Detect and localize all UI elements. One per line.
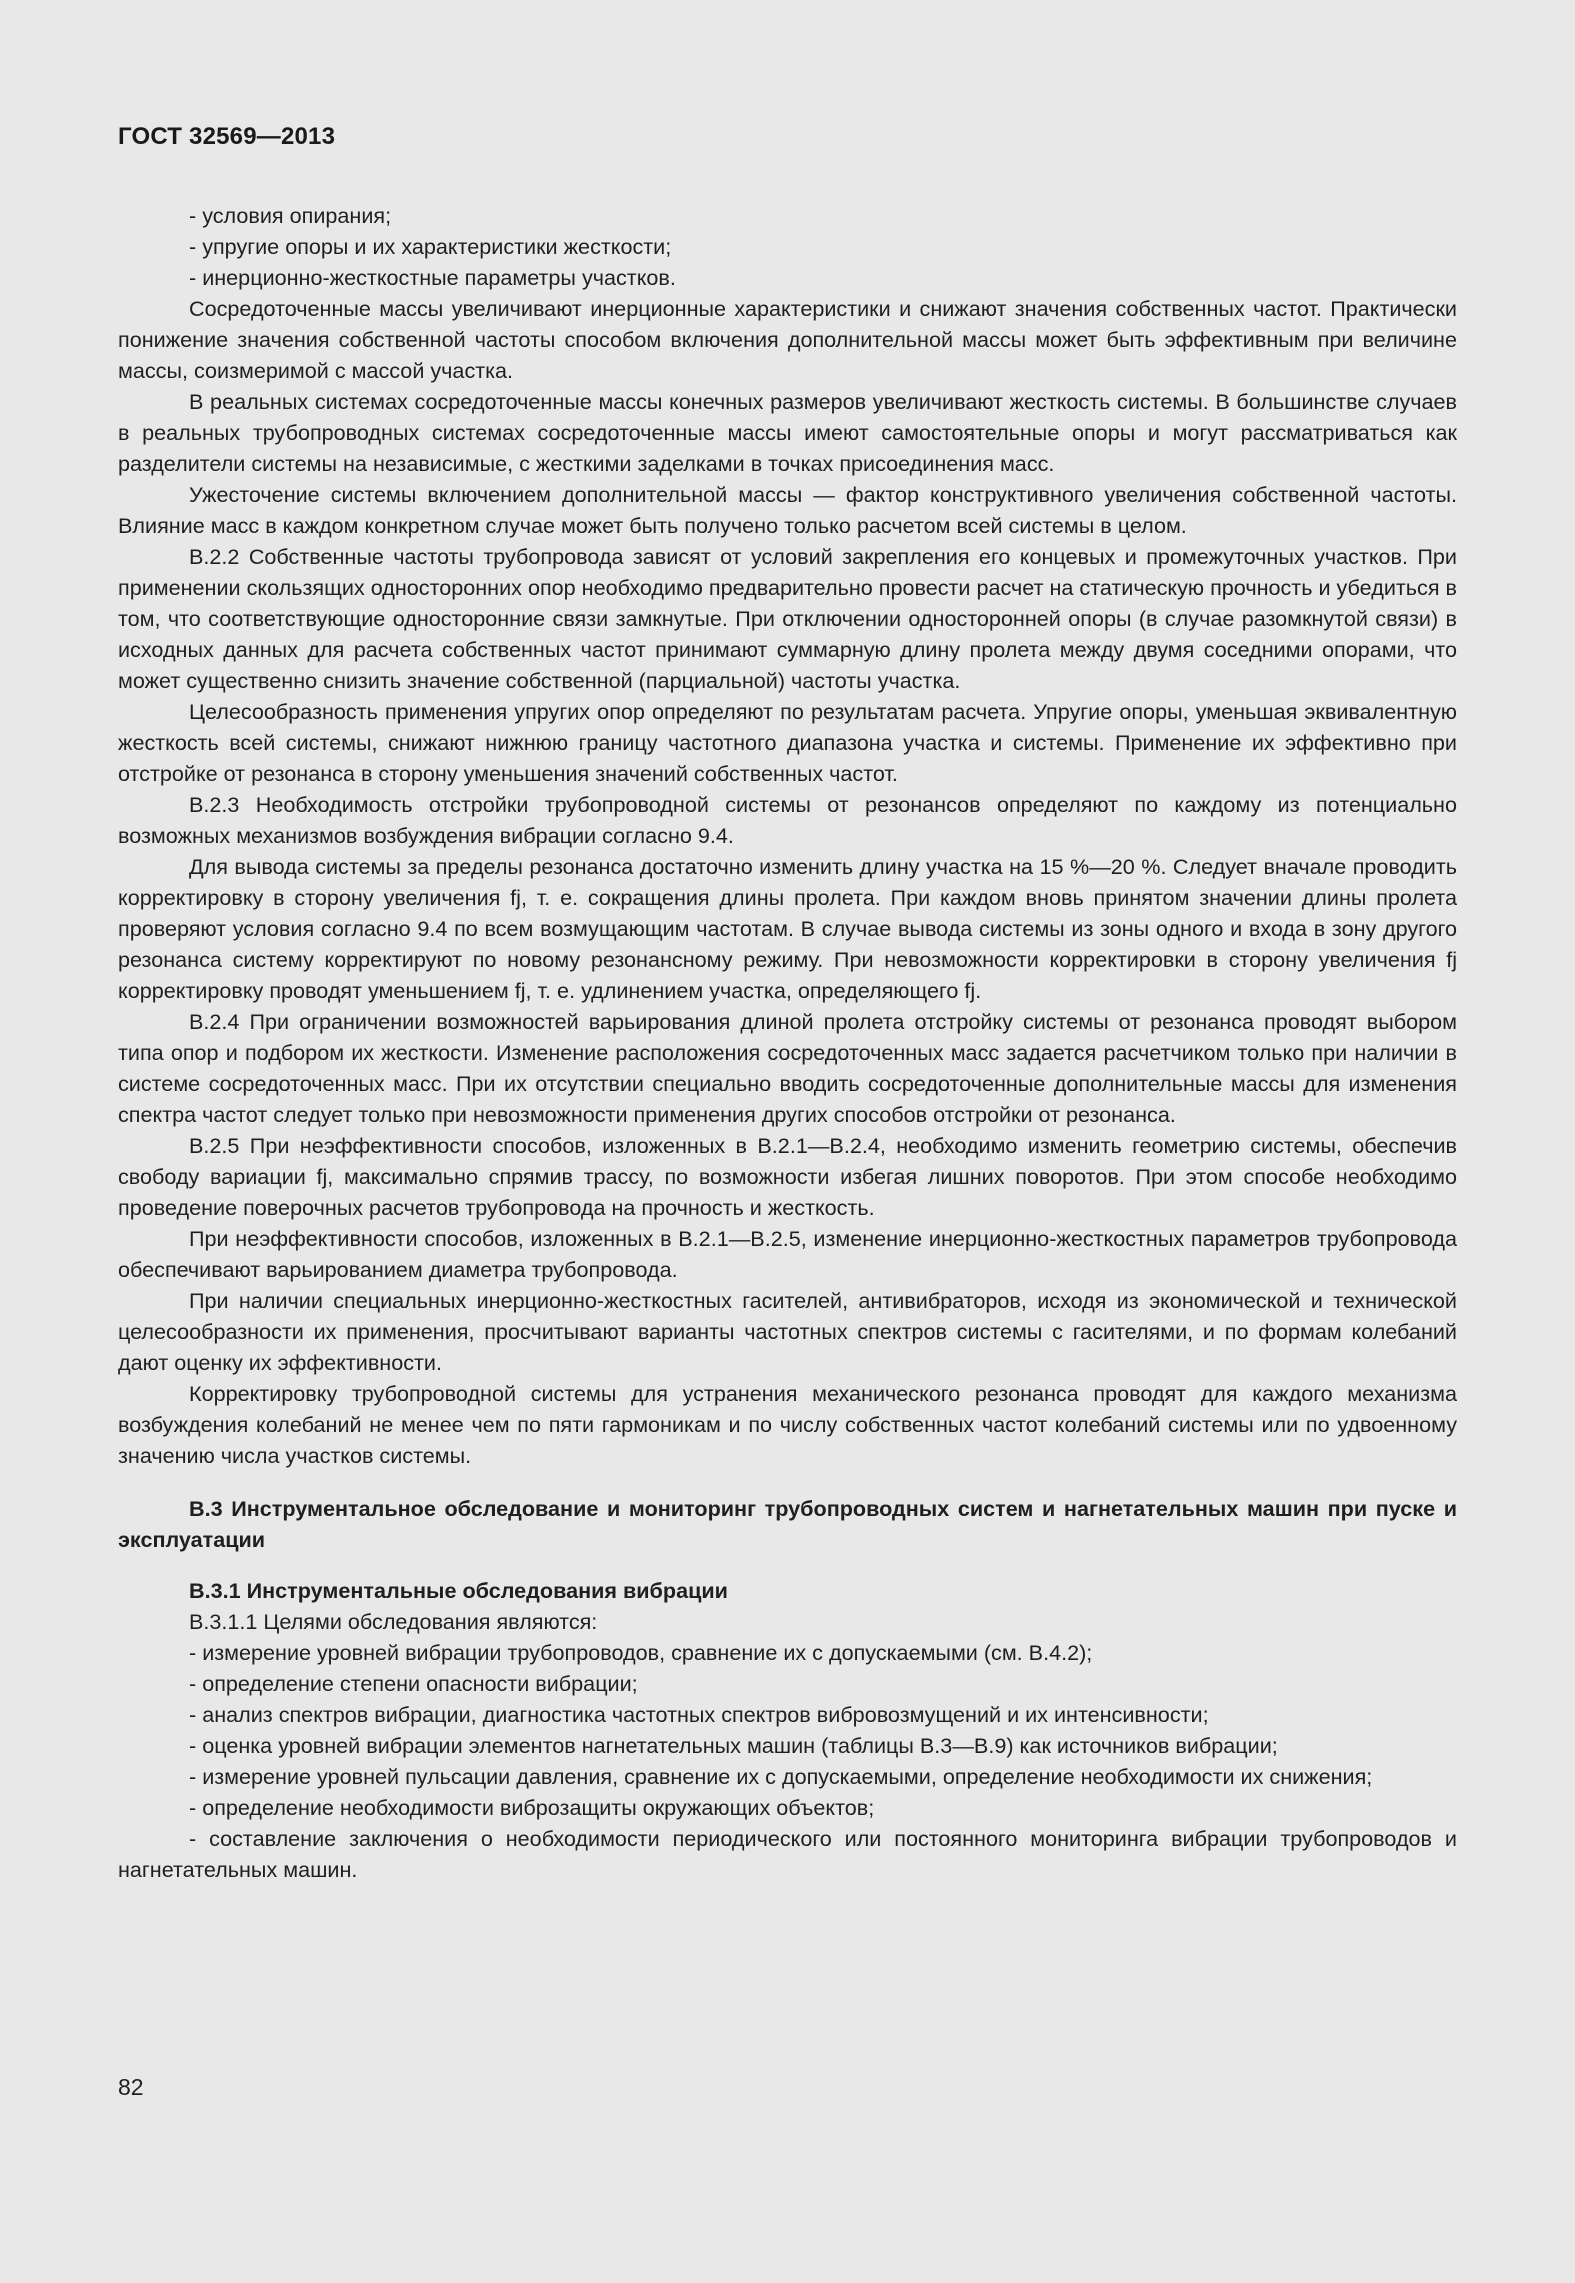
list-item: - определение необходимости виброзащиты окружающих объектов; <box>189 1795 875 1820</box>
subsection-heading-b3-1: В.3.1 Инструментальные обследования вибрации <box>189 1578 728 1603</box>
paragraph: Сосредоточенные массы увеличивают инерционные характеристики и снижают значения собственных частот. Практически понижение значения собственной частоты способом включения дополнительной массы может быть эффективным при величине массы, соизмеримой с массой участка. <box>118 296 1457 383</box>
list-item: - условия опирания; <box>189 203 392 228</box>
document-body <box>118 200 1457 1885</box>
list-item: - оценка уровней вибрации элементов нагнетательных машин (таблицы В.3—В.9) как источников вибрации; <box>189 1733 1278 1758</box>
paragraph-b2-3: В.2.3 Необходимость отстройки трубопроводной системы от резонансов определяют по каждому из потенциально возможных механизмов возбуждения вибрации согласно 9.4. <box>118 792 1457 848</box>
paragraph: Целесообразность применения упругих опор определяют по результатам расчета. Упругие опоры, уменьшая эквивалентную жесткость всей системы, снижают нижнюю границу частотного диапазона участка и системы. Применение их эффективно при отстройке от резонанса в сторону уменьшения значений собственных частот. <box>118 699 1457 786</box>
paragraph: Ужесточение системы включением дополнительной массы — фактор конструктивного увеличения собственной частоты. Влияние масс в каждом конкретном случае может быть получено только расчетом всей системы в целом. <box>118 482 1457 538</box>
paragraph: Корректировку трубопроводной системы для устранения механического резонанса проводят для каждого механизма возбуждения колебаний не менее чем по пяти гармоникам и по числу собственных частот колебаний системы или по удвоенному значению числа участков системы. <box>118 1381 1457 1468</box>
section-heading-b3: В.3 Инструментальное обследование и мониторинг трубопроводных систем и нагнетательных машин при пуске и эксплуатации <box>118 1496 1457 1552</box>
document-header: ГОСТ 32569—2013 <box>118 123 336 150</box>
list-item: - измерение уровней пульсации давления, сравнение их с допускаемыми, определение необходимости их снижения; <box>189 1764 1373 1789</box>
list-item: - инерционно-жесткостные параметры участков. <box>189 265 676 290</box>
paragraph: При наличии специальных инерционно-жесткостных гасителей, антивибраторов, исходя из экономической и технической целесообразности их применения, просчитывают варианты частотных спектров системы с гасителями, и по формам колебаний дают оценку их эффективности. <box>118 1288 1457 1375</box>
page-number: 82 <box>118 2074 144 2100</box>
paragraph-b2-5: В.2.5 При неэффективности способов, изложенных в В.2.1—В.2.4, необходимо изменить геометрию системы, обеспечив свободу вариации fj, максимально спрямив трассу, по возможности избегая лишних поворотов. При этом способе необходимо проведение поверочных расчетов трубопровода на прочность и жесткость. <box>118 1133 1457 1220</box>
paragraph: Для вывода системы за пределы резонанса достаточно изменить длину участка на 15 %—20 %. Следует вначале проводить корректировку в сторону увеличения fj, т. е. сокращения длины пролета. При каждом вновь принятом значении длины пролета проверяют условия согласно 9.4 по всем возмущающим частотам. В случае вывода системы из зоны одного и входа в зону другого резонанса систему корректируют по новому резонансному режиму. При невозможности корректировки в сторону увеличения fj корректировку проводят уменьшением fj, т. е. удлинением участка, определяющего fj. <box>118 854 1457 1003</box>
paragraph-b3-1-1: В.3.1.1 Целями обследования являются: <box>189 1609 598 1634</box>
list-item: - определение степени опасности вибрации; <box>189 1671 638 1696</box>
paragraph: В реальных системах сосредоточенные массы конечных размеров увеличивают жесткость системы. В большинстве случаев в реальных трубопроводных системах сосредоточенные массы имеют самостоятельные опоры и могут рассматриваться как разделители системы на независимые, с жесткими заделками в точках присоединения масс. <box>118 389 1457 476</box>
list-item: - анализ спектров вибрации, диагностика частотных спектров вибровозмущений и их интенсивности; <box>189 1702 1209 1727</box>
paragraph-b2-4: В.2.4 При ограничении возможностей варьирования длиной пролета отстройку системы от резонанса проводят выбором типа опор и подбором их жесткости. Изменение расположения сосредоточенных масс задается расчетчиком только при наличии в системе сосредоточенных масс. При их отсутствии специально вводить сосредоточенные дополнительные массы для изменения спектра частот следует только при невозможности применения других способов отстройки от резонанса. <box>118 1009 1457 1127</box>
paragraph-b2-2: В.2.2 Собственные частоты трубопровода зависят от условий закрепления его концевых и промежуточных участков. При применении скользящих односторонних опор необходимо предварительно провести расчет на статическую прочность и убедиться в том, что соответствующие односторонние связи замкнутые. При отключении односторонней опоры (в случае разомкнутой связи) в исходных данных для расчета собственных частот принимают суммарную длину пролета между двумя соседними опорами, что может существенно снизить значение собственной (парциальной) частоты участка. <box>118 544 1457 693</box>
list-item: - измерение уровней вибрации трубопроводов, сравнение их с допускаемыми (см. В.4.2); <box>189 1640 1093 1665</box>
list-item: - составление заключения о необходимости периодического или постоянного мониторинга вибрации трубопроводов и нагнетательных машин. <box>118 1826 1457 1882</box>
paragraph: При неэффективности способов, изложенных в В.2.1—В.2.5, изменение инерционно-жесткостных параметров трубопровода обеспечивают варьированием диаметра трубопровода. <box>118 1226 1457 1282</box>
list-item: - упругие опоры и их характеристики жесткости; <box>189 234 672 259</box>
